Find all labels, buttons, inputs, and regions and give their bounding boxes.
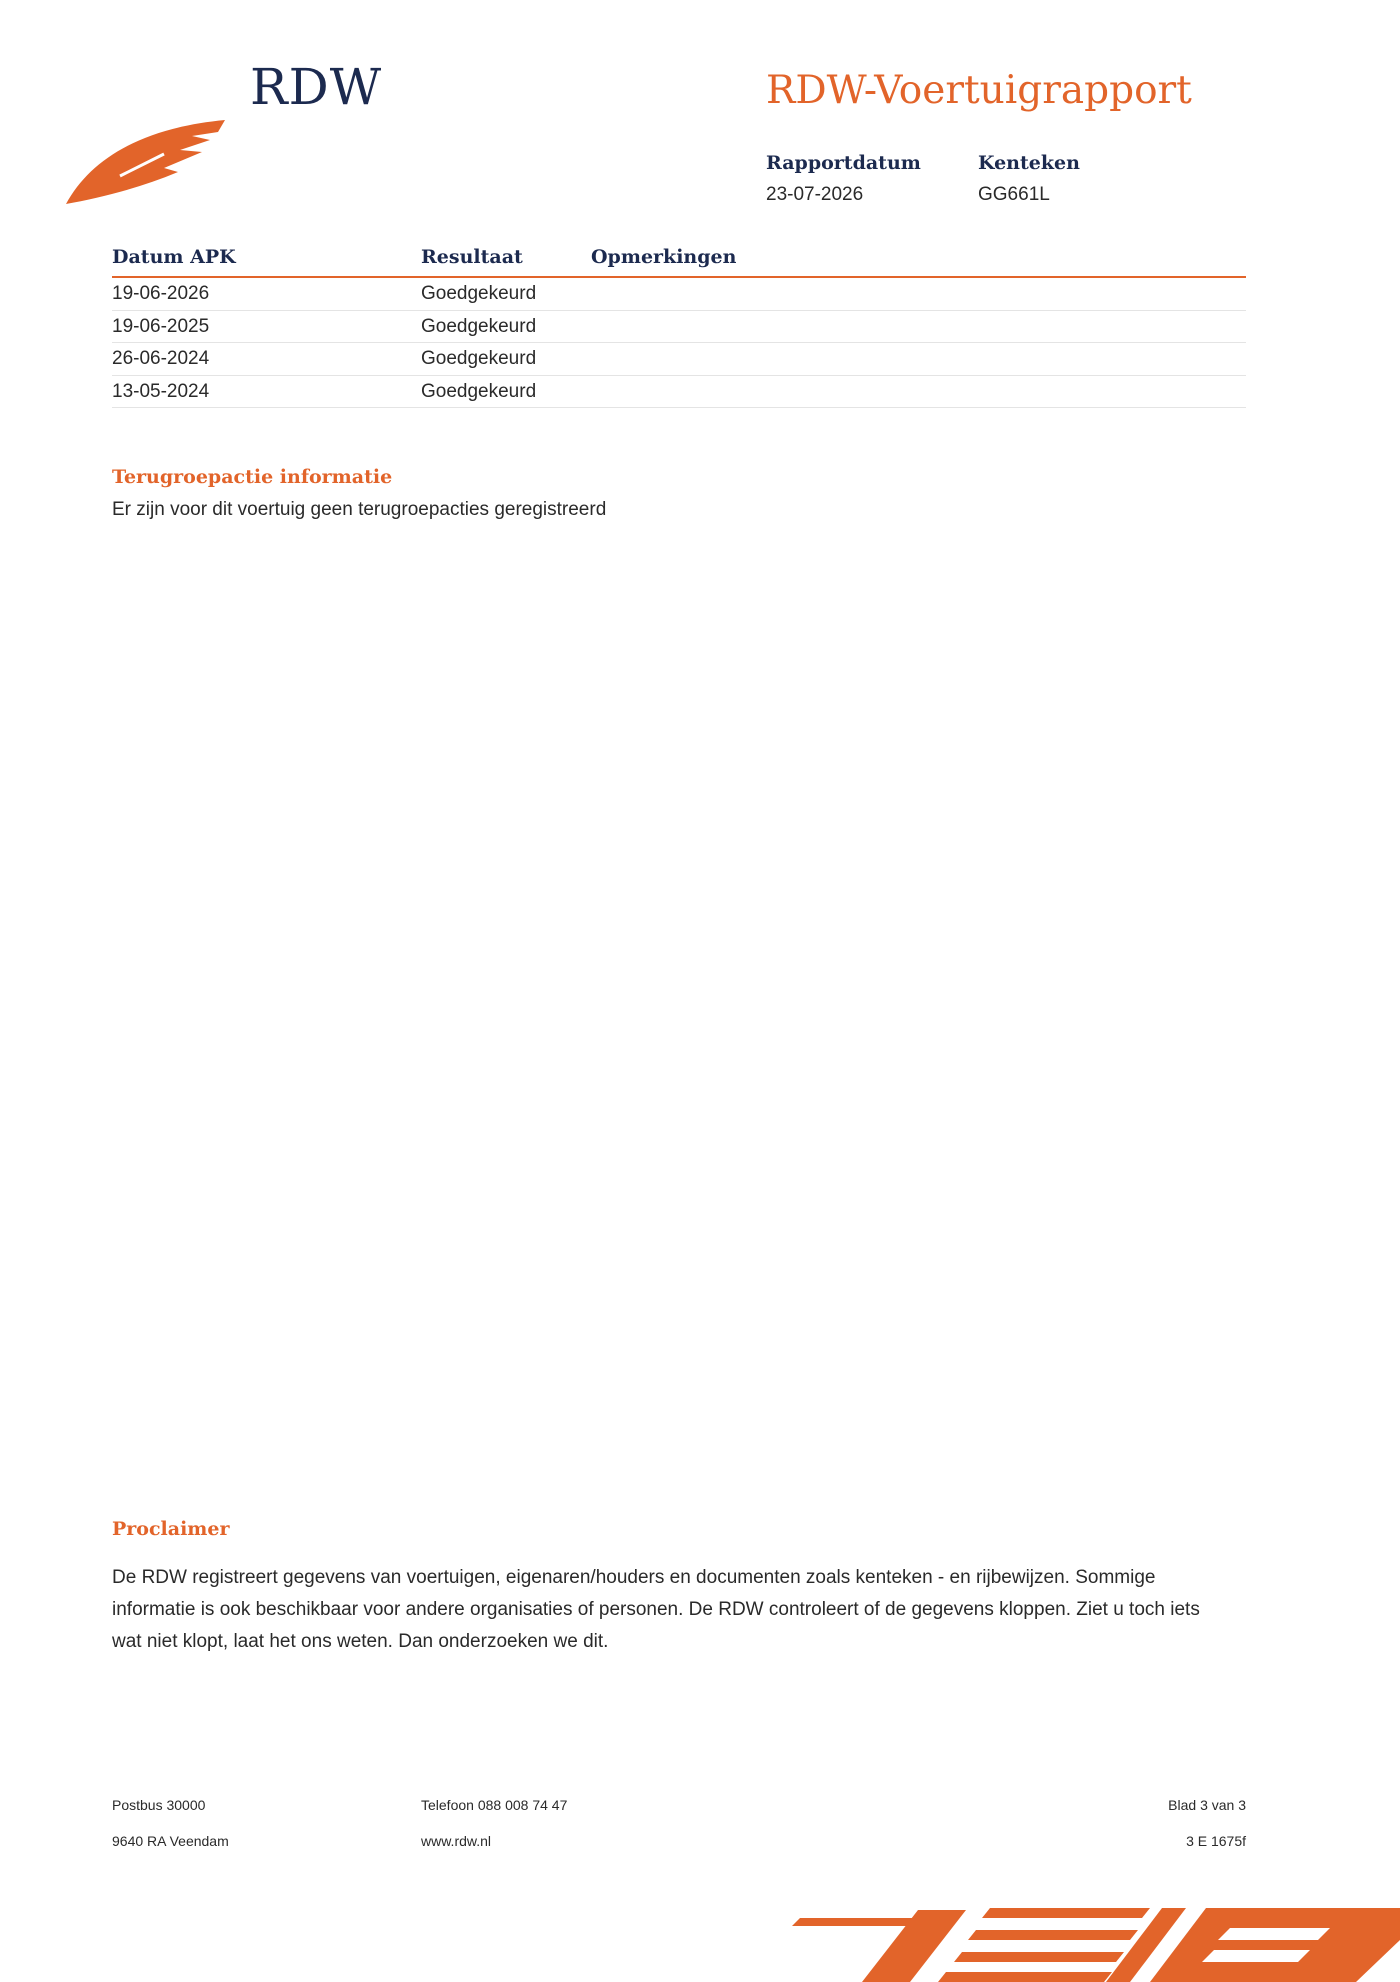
table-row <box>112 376 1246 409</box>
apk-result: Goedgekeurd <box>421 348 537 369</box>
footer-page-number: Blad 3 van 3 <box>1168 1797 1246 1813</box>
footer-phone: Telefoon 088 008 74 47 <box>421 1797 568 1813</box>
apk-date: 26-06-2024 <box>112 348 210 369</box>
plate-value: GG661L <box>978 184 1050 205</box>
apk-table <box>112 246 1246 408</box>
apk-date: 19-06-2026 <box>112 283 210 304</box>
column-header-date: Datum APK <box>112 246 236 268</box>
footer-document-code: 3 E 1675f <box>1186 1833 1246 1849</box>
apk-table-header <box>112 246 1246 278</box>
footer-postbus: Postbus 30000 <box>112 1797 206 1813</box>
proclaimer-title: Proclaimer <box>112 1518 230 1540</box>
table-row <box>112 311 1246 344</box>
column-header-result: Resultaat <box>421 246 523 268</box>
footer-website: www.rdw.nl <box>421 1833 492 1849</box>
plate-label: Kenteken <box>978 152 1080 174</box>
column-header-remarks: Opmerkingen <box>591 246 737 268</box>
recall-section-text: Er zijn voor dit voertuig geen terugroepacties geregistreerd <box>112 499 607 520</box>
footer-city: 9640 RA Veendam <box>112 1833 229 1849</box>
apk-result: Goedgekeurd <box>421 315 537 337</box>
report-date-block <box>766 152 921 206</box>
apk-result: Goedgekeurd <box>421 380 537 402</box>
report-date-value: 23-07-2026 <box>766 184 864 205</box>
proclaimer-text: De RDW registreert gegevens van voertuigen, eigenaren/houders en documenten zoals kenteken - en rijbewijzen. Sommige informatie is ook beschikbaar voor andere organisaties of personen. De RDW controleert of de gegevens kloppen. Ziet u toch iets wat niet klopt, laat het ons weten. Dan onderzoeken we dit. <box>112 1567 1200 1652</box>
apk-date: 13-05-2024 <box>112 380 210 402</box>
report-title: RDW-Voertuigrapport <box>766 68 1192 113</box>
apk-result: Goedgekeurd <box>421 283 537 304</box>
rdw-wing-logo-icon <box>60 88 240 208</box>
apk-date: 19-06-2025 <box>112 315 210 337</box>
plate-block <box>978 152 1080 206</box>
report-date-label: Rapportdatum <box>766 152 921 174</box>
logo-wordmark: RDW <box>250 58 383 116</box>
table-row <box>112 343 1246 376</box>
decorative-stripes-icon <box>790 1900 1400 1982</box>
table-row <box>112 278 1246 311</box>
rdw-logo <box>60 58 383 178</box>
recall-section-title: Terugroepactie informatie <box>112 466 393 488</box>
